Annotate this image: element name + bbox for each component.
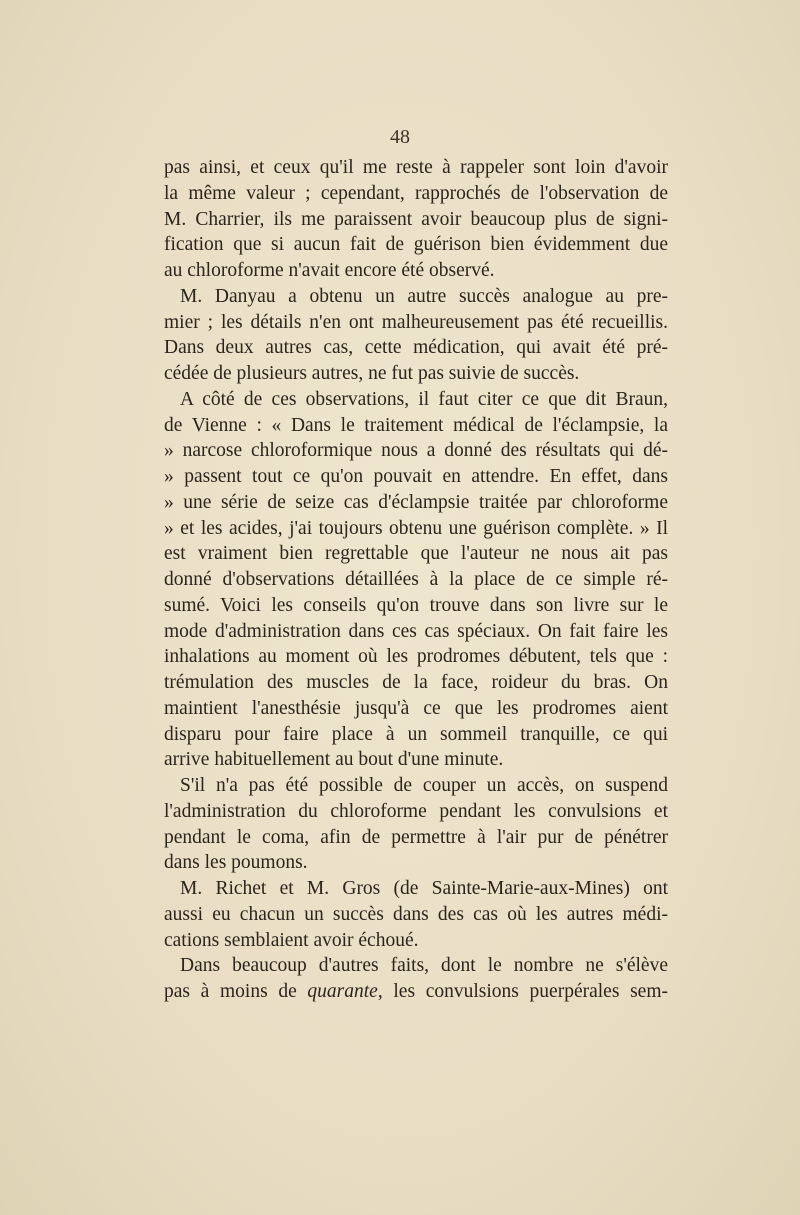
text-line: cédée de plusieurs autres, ne fut pas suivie de succès. [164,363,580,384]
text-line: aussi eu chacun un succès dans des cas où les autres médi- [164,903,668,925]
text-line: » et les acides, j'ai toujours obtenu une guérison complète. » Il [164,517,668,539]
text-line: M. Richet et M. Gros (de Sainte-Marie-aux-Mines) ont [180,878,668,899]
text-line: la même valeur ; cependant, rapprochés de l'observation de [164,182,668,204]
text-line: cations semblaient avoir échoué. [164,929,419,951]
text-line: Dans deux autres cas, cette médication, qui avait été pré- [164,337,668,359]
text-line: inhalations au moment où les prodromes débutent, tels que : [164,646,668,668]
text-line: mier ; les détails n'en ont malheureusement pas été recueillis. [164,311,668,333]
text-line: donné d'observations détaillées à la place de ce simple ré- [164,569,668,590]
text-line: » narcose chloroformique nous a donné des résultats qui dé- [164,440,668,462]
text-line: maintient l'anesthésie jusqu'à ce que les prodromes aient [164,697,668,719]
text-line: pas à moins de quarante, les convulsions puerpérales sem- [164,981,668,1002]
text-line: M. Charrier, ils me paraissent avoir beaucoup plus de signi- [164,208,668,230]
text-line: Dans beaucoup d'autres faits, dont le nombre ne s'élève [180,955,668,977]
text-line: au chloroforme n'avait encore été observé. [164,260,495,281]
text-line: est vraiment bien regrettable que l'auteur ne nous ait pas [164,543,668,565]
italic-word: quarante [307,981,378,1002]
text-line: de Vienne : « Dans le traitement médical de l'éclampsie, la [164,414,668,436]
text-line: » une série de seize cas d'éclampsie traitée par chloroforme [164,491,668,513]
text-line: A côté de ces observations, il faut citer ce que dit Braun, [180,388,668,410]
text-line: pendant le coma, afin de permettre à l'air pur de pénétrer [164,826,668,848]
text-line: mode d'administration dans ces cas spéciaux. On fait faire les [164,620,668,642]
text-line: l'administration du chloroforme pendant les convulsions et [164,800,668,822]
text-line: fication que si aucun fait de guérison bien évidemment due [164,234,668,256]
text-line: S'il n'a pas été possible de couper un accès, on suspend [180,775,668,796]
text-line: » passent tout ce qu'on pouvait en attendre. En effet, dans [164,466,668,487]
text-line: disparu pour faire place à un sommeil tranquille, ce qui [164,723,668,745]
text-line: dans les poumons. [164,852,308,874]
text-line: arrive habituellement au bout d'une minute. [164,749,504,771]
page-number: 48 [390,126,410,148]
text-line: sumé. Voici les conseils qu'on trouve dans son livre sur le [164,594,668,616]
text-line: M. Danyau a obtenu un autre succès analogue au pre- [180,285,668,307]
body-text [164,155,668,1005]
text-line: pas ainsi, et ceux qu'il me reste à rappeler sont loin d'avoir [164,157,668,178]
text-line: trémulation des muscles de la face, roideur du bras. On [164,672,668,693]
